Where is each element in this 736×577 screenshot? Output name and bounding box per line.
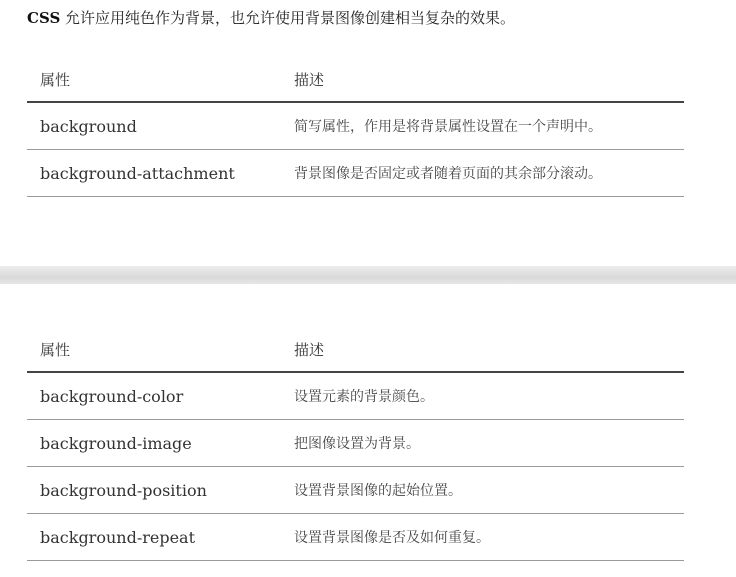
table-row — [27, 372, 684, 420]
section-divider — [0, 266, 736, 284]
property-description: 设置背景图像的起始位置。 — [281, 467, 684, 514]
table-row — [27, 420, 684, 467]
property-name: background-image — [27, 420, 281, 467]
properties-table-2 — [27, 327, 684, 561]
property-name: background-attachment — [27, 150, 281, 197]
table-header-row — [27, 327, 684, 372]
property-description: 背景图像是否固定或者随着页面的其余部分滚动。 — [281, 150, 684, 197]
property-description: 设置背景图像是否及如何重复。 — [281, 514, 684, 561]
header-description: 描述 — [281, 57, 684, 102]
header-description: 描述 — [281, 327, 684, 372]
intro-paragraph — [27, 6, 515, 30]
table-row — [27, 102, 684, 150]
property-name: background — [27, 102, 281, 150]
table-row — [27, 150, 684, 197]
header-property: 属性 — [27, 327, 281, 372]
table-row — [27, 514, 684, 561]
property-description: 简写属性，作用是将背景属性设置在一个声明中。 — [281, 102, 684, 150]
header-property: 属性 — [27, 57, 281, 102]
intro-lead: CSS — [27, 9, 61, 27]
properties-table-1 — [27, 57, 684, 197]
property-name: background-color — [27, 372, 281, 420]
table-row — [27, 467, 684, 514]
property-description: 把图像设置为背景。 — [281, 420, 684, 467]
table-header-row — [27, 57, 684, 102]
property-name: background-position — [27, 467, 281, 514]
property-description: 设置元素的背景颜色。 — [281, 372, 684, 420]
intro-text: 允许应用纯色作为背景，也允许使用背景图像创建相当复杂的效果。 — [60, 9, 516, 27]
property-name: background-repeat — [27, 514, 281, 561]
